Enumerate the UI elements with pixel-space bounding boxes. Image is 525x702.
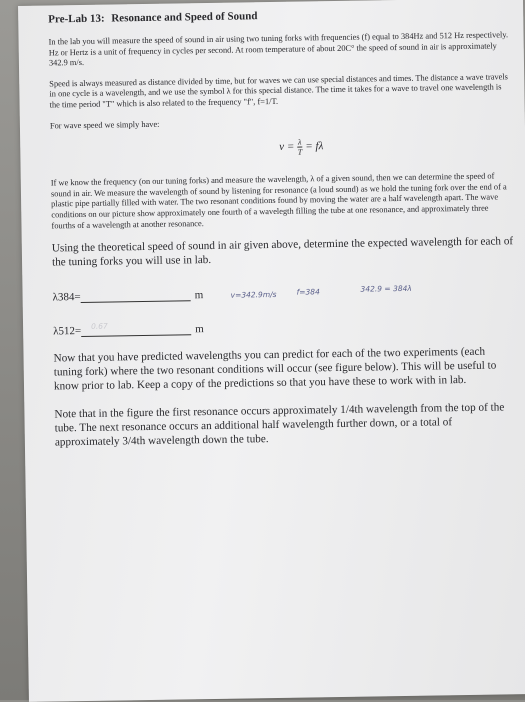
- formula-numerator: λ: [297, 137, 302, 147]
- paragraph-instructions: Using the theoretical speed of sound in air given above, determine the expected wavelength for each of the tuning forks you will use in lab.: [51, 235, 514, 269]
- lambda-512-label: λ512=: [53, 325, 82, 338]
- title-prefix: Pre-Lab 13:: [48, 12, 105, 26]
- title-main: Resonance and Speed of Sound: [111, 10, 258, 25]
- lambda-384-unit: m: [194, 289, 204, 302]
- paper-sheet: [18, 0, 525, 702]
- handwritten-faint-answer: 0.67: [91, 321, 108, 331]
- paragraph-figure-note: Note that in the figure the first resonance occurs approximately 1/4th wavelength from the top of the tube. The next resonance occurs an additional half wavelength further down, or a total of approximately 3/4th wavelength down the tube.: [54, 401, 505, 449]
- question-lambda-384: [52, 276, 514, 309]
- lambda-512-unit: m: [195, 323, 204, 336]
- document-page: [48, 6, 517, 463]
- paragraph-resonance: If we know the frequency (on our tuning forks) and measure the wavelength, λ of a given sound, then we can determine the speed of sound in air. We measure the wavelength of sound by listening for resonance (a loud sound) as we hold the tuning fork over the end of a plastic pipe partially filled with water. The two resonant conditions found by moving the water are a half wavelength apart. The wave conditions on our picture show approximately one fourth of a wavelegth filling the tube at one resonance, and approximately three fourths of a wavelength at another resonance.: [50, 171, 507, 230]
- lambda-384-answer-line[interactable]: [81, 289, 191, 303]
- formula-rhs: = fλ: [305, 140, 324, 153]
- formula-lhs: v =: [279, 140, 295, 154]
- handwritten-frequency: f=384: [296, 287, 320, 297]
- lambda-384-label: λ384=: [52, 291, 81, 304]
- handwritten-equation: 342.9 = 384λ: [360, 283, 412, 294]
- handwritten-speed: v=342.9m/s: [230, 290, 277, 300]
- wave-speed-formula: [90, 134, 512, 160]
- paragraph-wavelength: Speed is always measured as distance divided by time, but for waves we can use special distances and times. The distance a wave travels in one cycle is a wavelength, and we use the symbol λ for this special distance. The time it takes for a wave to travel one wavelength is the time period "T" which is also related to the frequency "f", f=1/T.: [49, 72, 508, 110]
- paragraph-intro: In the lab you will measure the speed of sound in air using two tuning forks with frequencies (f) equal to 384Hz and 512 Hz respectively. Hz or Hertz is a unit of frequency in cycles per second. At room temperature of about 20C° the speed of sound in air is approximately 342.9 m/s.: [48, 30, 509, 68]
- paragraph-formula-lead: For wave speed we simply have:: [49, 119, 160, 131]
- formula-denominator: T: [297, 147, 303, 157]
- page-title: [48, 6, 510, 25]
- formula-fraction: [297, 138, 303, 157]
- question-lambda-512: [53, 310, 515, 343]
- paragraph-predictions: Now that you have predicted wavelengths you can predict for each of the two experiments (each tuning fork) where the two resonant conditions will occur (see figure below). This will be useful to know prior to lab. Keep a copy of the predictions so that you have these to work with in lab.: [53, 345, 497, 393]
